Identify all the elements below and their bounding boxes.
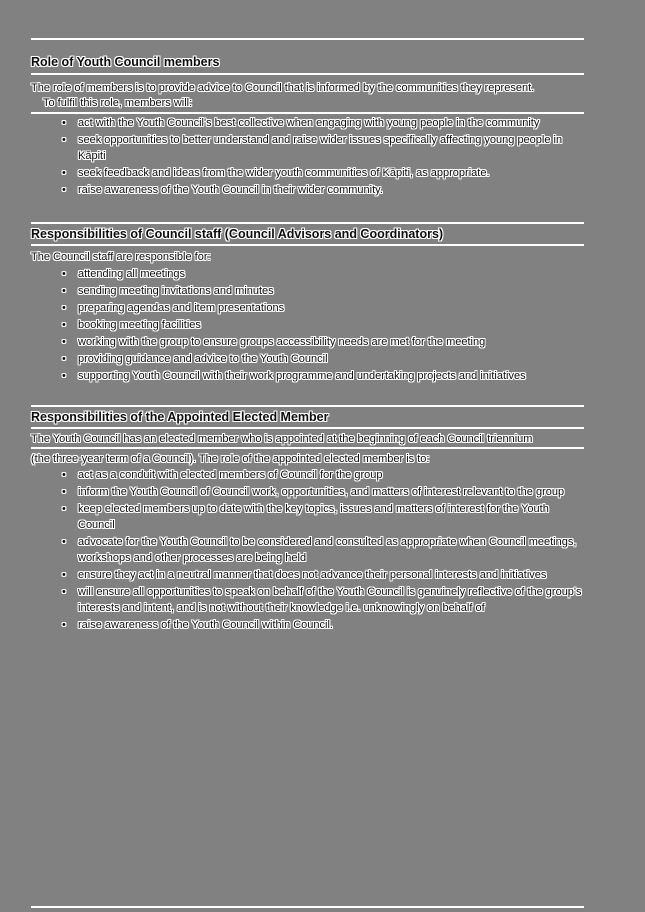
bullet-marker-icon: •: [62, 586, 66, 598]
list-item: [62, 300, 584, 316]
list-item-text: advocate for the Youth Council to be considered and consulted as appropriate when Council meetings, workshops and other processes are being held: [78, 536, 577, 564]
list-item-text: attending all meetings: [78, 268, 186, 280]
list-item-text: inform the Youth Council of Council work, opportunities, and matters of interest relevant to the group: [78, 486, 565, 498]
paragraph-line: The Council staff are responsible for:: [31, 251, 211, 263]
list-item-text: will ensure all opportunities to speak on behalf of the Youth Council is genuinely reflective of the group's interests and intent, and is not without their knowledge i.e. unknowingly on behalf of: [78, 586, 582, 614]
list-item: [62, 317, 584, 333]
list-item: [62, 484, 584, 500]
horizontal-rule: [31, 38, 584, 40]
bullet-list: [31, 266, 584, 384]
list-item: [62, 351, 584, 367]
list-item-text: act with the Youth Council's best collective when engaging with young people in the community: [78, 117, 540, 129]
bullet-marker-icon: •: [62, 285, 66, 297]
horizontal-rule: [31, 112, 584, 114]
horizontal-rule: [31, 73, 584, 75]
section-heading: Responsibilities of the Appointed Elected Member: [31, 410, 329, 424]
horizontal-rule: [31, 447, 584, 449]
list-item: [62, 165, 584, 181]
list-item-text: raise awareness of the Youth Council within Council.: [78, 619, 333, 631]
horizontal-rule: [31, 427, 584, 429]
list-item: [62, 501, 584, 533]
paragraph-line: The Youth Council has an elected member who is appointed at the beginning of each Council triennium: [31, 433, 533, 445]
list-item-text: act as a conduit with elected members of Council for the group: [78, 469, 383, 481]
list-item-text: supporting Youth Council with their work programme and undertaking projects and initiatives: [78, 370, 526, 382]
bullet-marker-icon: •: [62, 503, 66, 515]
list-item: [62, 266, 584, 282]
bullet-list: [31, 467, 584, 633]
bullet-marker-icon: •: [62, 134, 66, 146]
section-appointed-elected-member: [31, 405, 584, 633]
bullet-list: [31, 115, 584, 198]
list-item-text: ensure they act in a neutral manner that does not advance their personal interests and initiatives: [78, 569, 547, 581]
bullet-marker-icon: •: [62, 370, 66, 382]
list-item-text: booking meeting facilities: [78, 319, 201, 331]
list-item: [62, 334, 584, 350]
bullet-marker-icon: •: [62, 336, 66, 348]
list-item: [62, 584, 584, 616]
horizontal-rule: [31, 244, 584, 246]
paragraph-line: To fulfil this role, members will:: [43, 97, 193, 109]
horizontal-rule: [31, 906, 584, 908]
list-item-text: raise awareness of the Youth Council in their wider community.: [78, 184, 383, 196]
horizontal-rule: [31, 222, 584, 224]
bullet-marker-icon: •: [62, 469, 66, 481]
bullet-marker-icon: •: [62, 319, 66, 331]
bullet-marker-icon: •: [62, 167, 66, 179]
list-item: [62, 534, 584, 566]
list-item-text: seek feedback and ideas from the wider youth communities of Kāpiti, as appropriate.: [78, 167, 490, 179]
list-item: [62, 182, 584, 198]
list-item: [62, 283, 584, 299]
bullet-marker-icon: •: [62, 268, 66, 280]
bullet-marker-icon: •: [62, 619, 66, 631]
list-item: [62, 617, 584, 633]
bullet-marker-icon: •: [62, 486, 66, 498]
paragraph-line: (the three-year term of a Council). The role of the appointed elected member is to:: [31, 453, 430, 465]
section-intro: [31, 250, 584, 265]
horizontal-rule: [31, 405, 584, 407]
list-item: [62, 567, 584, 583]
list-item-text: preparing agendas and item presentations: [78, 302, 285, 314]
bullet-marker-icon: •: [62, 184, 66, 196]
list-item: [62, 467, 584, 483]
bullet-marker-icon: •: [62, 569, 66, 581]
section-role-of-members: [31, 55, 584, 198]
list-item: [62, 115, 584, 131]
section-intro-continued: [31, 452, 584, 466]
section-heading: Role of Youth Council members: [31, 55, 220, 69]
list-item-text: providing guidance and advice to the Youth Council: [78, 353, 328, 365]
document-content: [31, 0, 584, 633]
bullet-marker-icon: •: [62, 302, 66, 314]
section-intro: [31, 432, 584, 446]
list-item: [62, 132, 584, 164]
section-council-staff: [31, 222, 584, 384]
section-intro: [31, 81, 584, 111]
paragraph-line: The role of members is to provide advice to Council that is informed by the communities they represent.: [31, 82, 535, 94]
bullet-marker-icon: •: [62, 353, 66, 365]
list-item-text: working with the group to ensure groups accessibility needs are met for the meeting: [78, 336, 486, 348]
list-item: [62, 368, 584, 384]
list-item-text: keep elected members up to date with the key topics, issues and matters of interest for the Youth Council: [78, 503, 549, 531]
list-item-text: seek opportunities to better understand and raise wider issues specifically affecting young people in Kāpiti: [78, 134, 563, 162]
section-heading: Responsibilities of Council staff (Council Advisors and Coordinators): [31, 227, 444, 241]
bullet-marker-icon: •: [62, 117, 66, 129]
bullet-marker-icon: •: [62, 536, 66, 548]
list-item-text: sending meeting invitations and minutes: [78, 285, 274, 297]
